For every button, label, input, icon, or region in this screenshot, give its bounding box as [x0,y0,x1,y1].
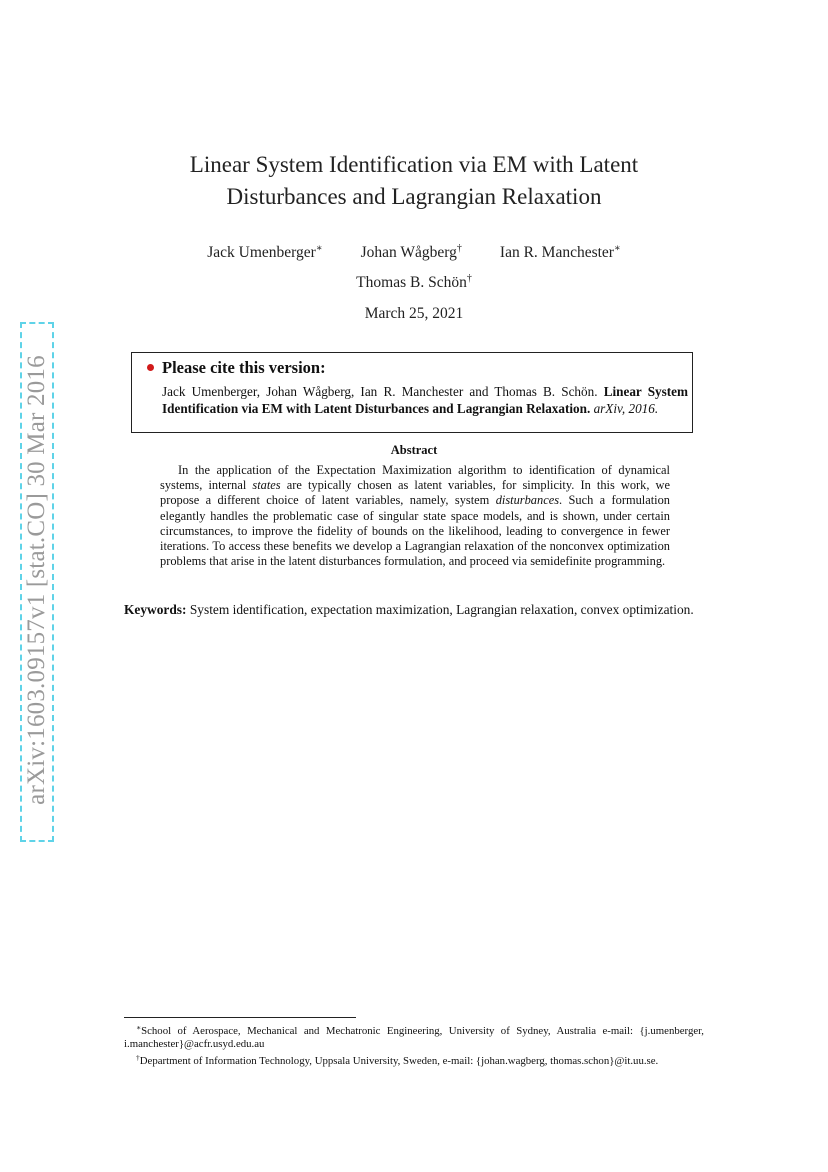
author: Johan Wågberg† [360,243,462,261]
paper-date: March 25, 2021 [364,305,464,322]
abstract-heading: Abstract [390,443,438,457]
cite-heading: Please cite this version: [162,358,326,377]
cite-box [131,352,693,433]
arxiv-stamp [20,322,64,842]
title-line-2: Disturbances and Lagrangian Relaxation [226,184,602,209]
author: Jack Umenberger∗ [207,243,323,261]
keywords-text: System identification, expectation maximization, Lagrangian relaxation, convex optimization. [189,602,694,617]
arxiv-stamp-text: arXiv:1603.09157v1 [stat.CO] 30 Mar 2016 [23,355,50,805]
cite-venue: arXiv, 2016. [593,401,659,416]
paper-title [120,149,708,213]
cite-text: Jack Umenberger, Johan Wågberg, Ian R. Manchester and Thomas B. Schön. Linear System Identification via EM with Latent Disturbances and Lagrangian Relaxation. arXiv, 2016. [162,384,688,416]
footnote: †Department of Information Technology, Uppsala University, Sweden, e-mail: {johan.wagberg, thomas.schon}@it.uu.se. [136,1053,659,1068]
footnote-divider [124,1017,356,1018]
abstract-text: In the application of the Expectation Maximization algorithm to identification of dynamical systems, internal states are typically chosen as latent variables, for simplicity. In this work, we propose a different choice of latent variables, namely, system disturbances. Such a formulation elegantly handles the problematic case of singular state space models, and is shown, under certain circumstances, to improve the fidelity of bounds on the likelihood, leading to convergence in fewer iterations. To access these benefits we develop a Lagrangian relaxation of the nonconvex optimization problems that arise in the latent disturbances formulation, and proceed via semidefinite programming. [160,463,671,569]
cite-title: Linear System Identification via EM with Latent Disturbances and Lagrangian Relaxation. [162,384,688,416]
keywords-label: Keywords: [124,602,187,617]
bullet-icon [147,364,154,371]
author: Ian R. Manchester∗ [499,243,621,261]
title-line-1: Linear System Identification via EM with Latent [189,152,639,177]
author-list [120,236,708,296]
keywords [124,601,704,618]
footnotes [124,1021,704,1069]
author: Thomas B. Schön† [356,273,472,291]
footnote: ∗School of Aerospace, Mechanical and Mechatronic Engineering, University of Sydney, Australia e-mail: {j.umenberger, i.manchester}@acfr.usyd.edu.au [124,1023,704,1051]
